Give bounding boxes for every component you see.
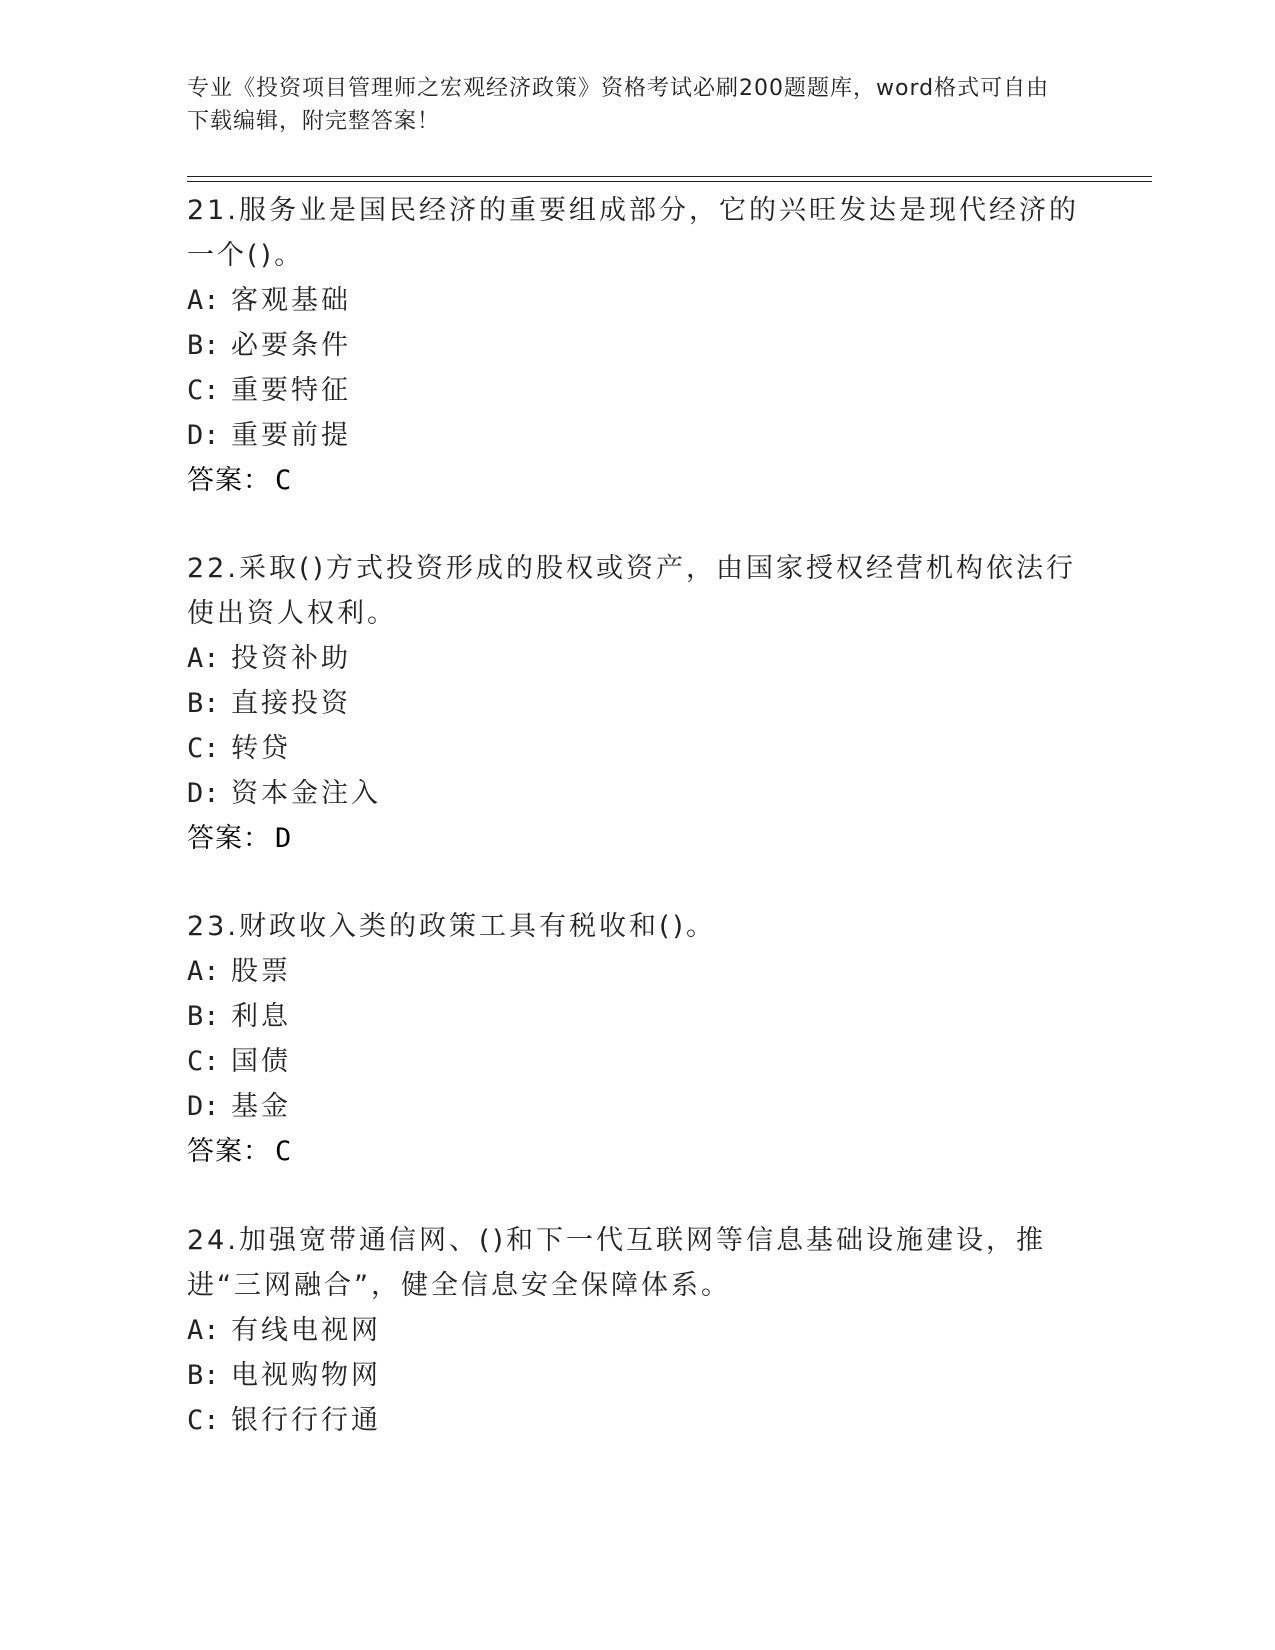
option-a: A: 股票 xyxy=(187,956,291,987)
option-a: A: 客观基础 xyxy=(187,285,351,316)
answer-value: D xyxy=(275,823,293,854)
option-b: B: 电视购物网 xyxy=(187,1360,381,1391)
option-c: C: 银行行行通 xyxy=(187,1405,381,1436)
question-stem: 24.加强宽带通信网、()和下一代互联网等信息基础设施建设，推进“三网融合”，健全信息安全保障体系。 xyxy=(187,1225,1047,1301)
answer-line: 答案： C xyxy=(187,1136,293,1167)
question-stem: 21.服务业是国民经济的重要组成部分，它的兴旺发达是现代经济的一个()。 xyxy=(187,195,1079,271)
answer-line: 答案： D xyxy=(187,823,293,854)
header-divider-top xyxy=(187,176,1152,177)
question-23 xyxy=(187,904,1087,1174)
option-c: C: 国债 xyxy=(187,1046,291,1077)
option-d: D: 重要前提 xyxy=(187,420,351,451)
option-c: C: 重要特征 xyxy=(187,375,351,406)
question-stem: 23.财政收入类的政策工具有税收和()。 xyxy=(187,911,717,942)
option-a: A: 投资补助 xyxy=(187,643,351,674)
option-c: C: 转贷 xyxy=(187,733,291,764)
option-b: B: 必要条件 xyxy=(187,330,351,361)
option-b: B: 利息 xyxy=(187,1001,291,1032)
option-a: A: 有线电视网 xyxy=(187,1315,381,1346)
answer-value: C xyxy=(275,465,293,496)
question-21 xyxy=(187,188,1087,503)
header-divider-bottom xyxy=(187,181,1152,182)
option-d: D: 资本金注入 xyxy=(187,778,381,809)
option-d: D: 基金 xyxy=(187,1091,291,1122)
document-header: 专业《投资项目管理师之宏观经济政策》资格考试必刷200题题库，word格式可自由下载编辑，附完整答案！ xyxy=(187,76,1050,134)
question-24 xyxy=(187,1218,1087,1443)
answer-line: 答案： C xyxy=(187,465,293,496)
question-stem: 22.采取()方式投资形成的股权或资产，由国家授权经营机构依法行使出资人权利。 xyxy=(187,553,1077,629)
answer-value: C xyxy=(275,1136,293,1167)
option-b: B: 直接投资 xyxy=(187,688,351,719)
question-22 xyxy=(187,546,1087,861)
